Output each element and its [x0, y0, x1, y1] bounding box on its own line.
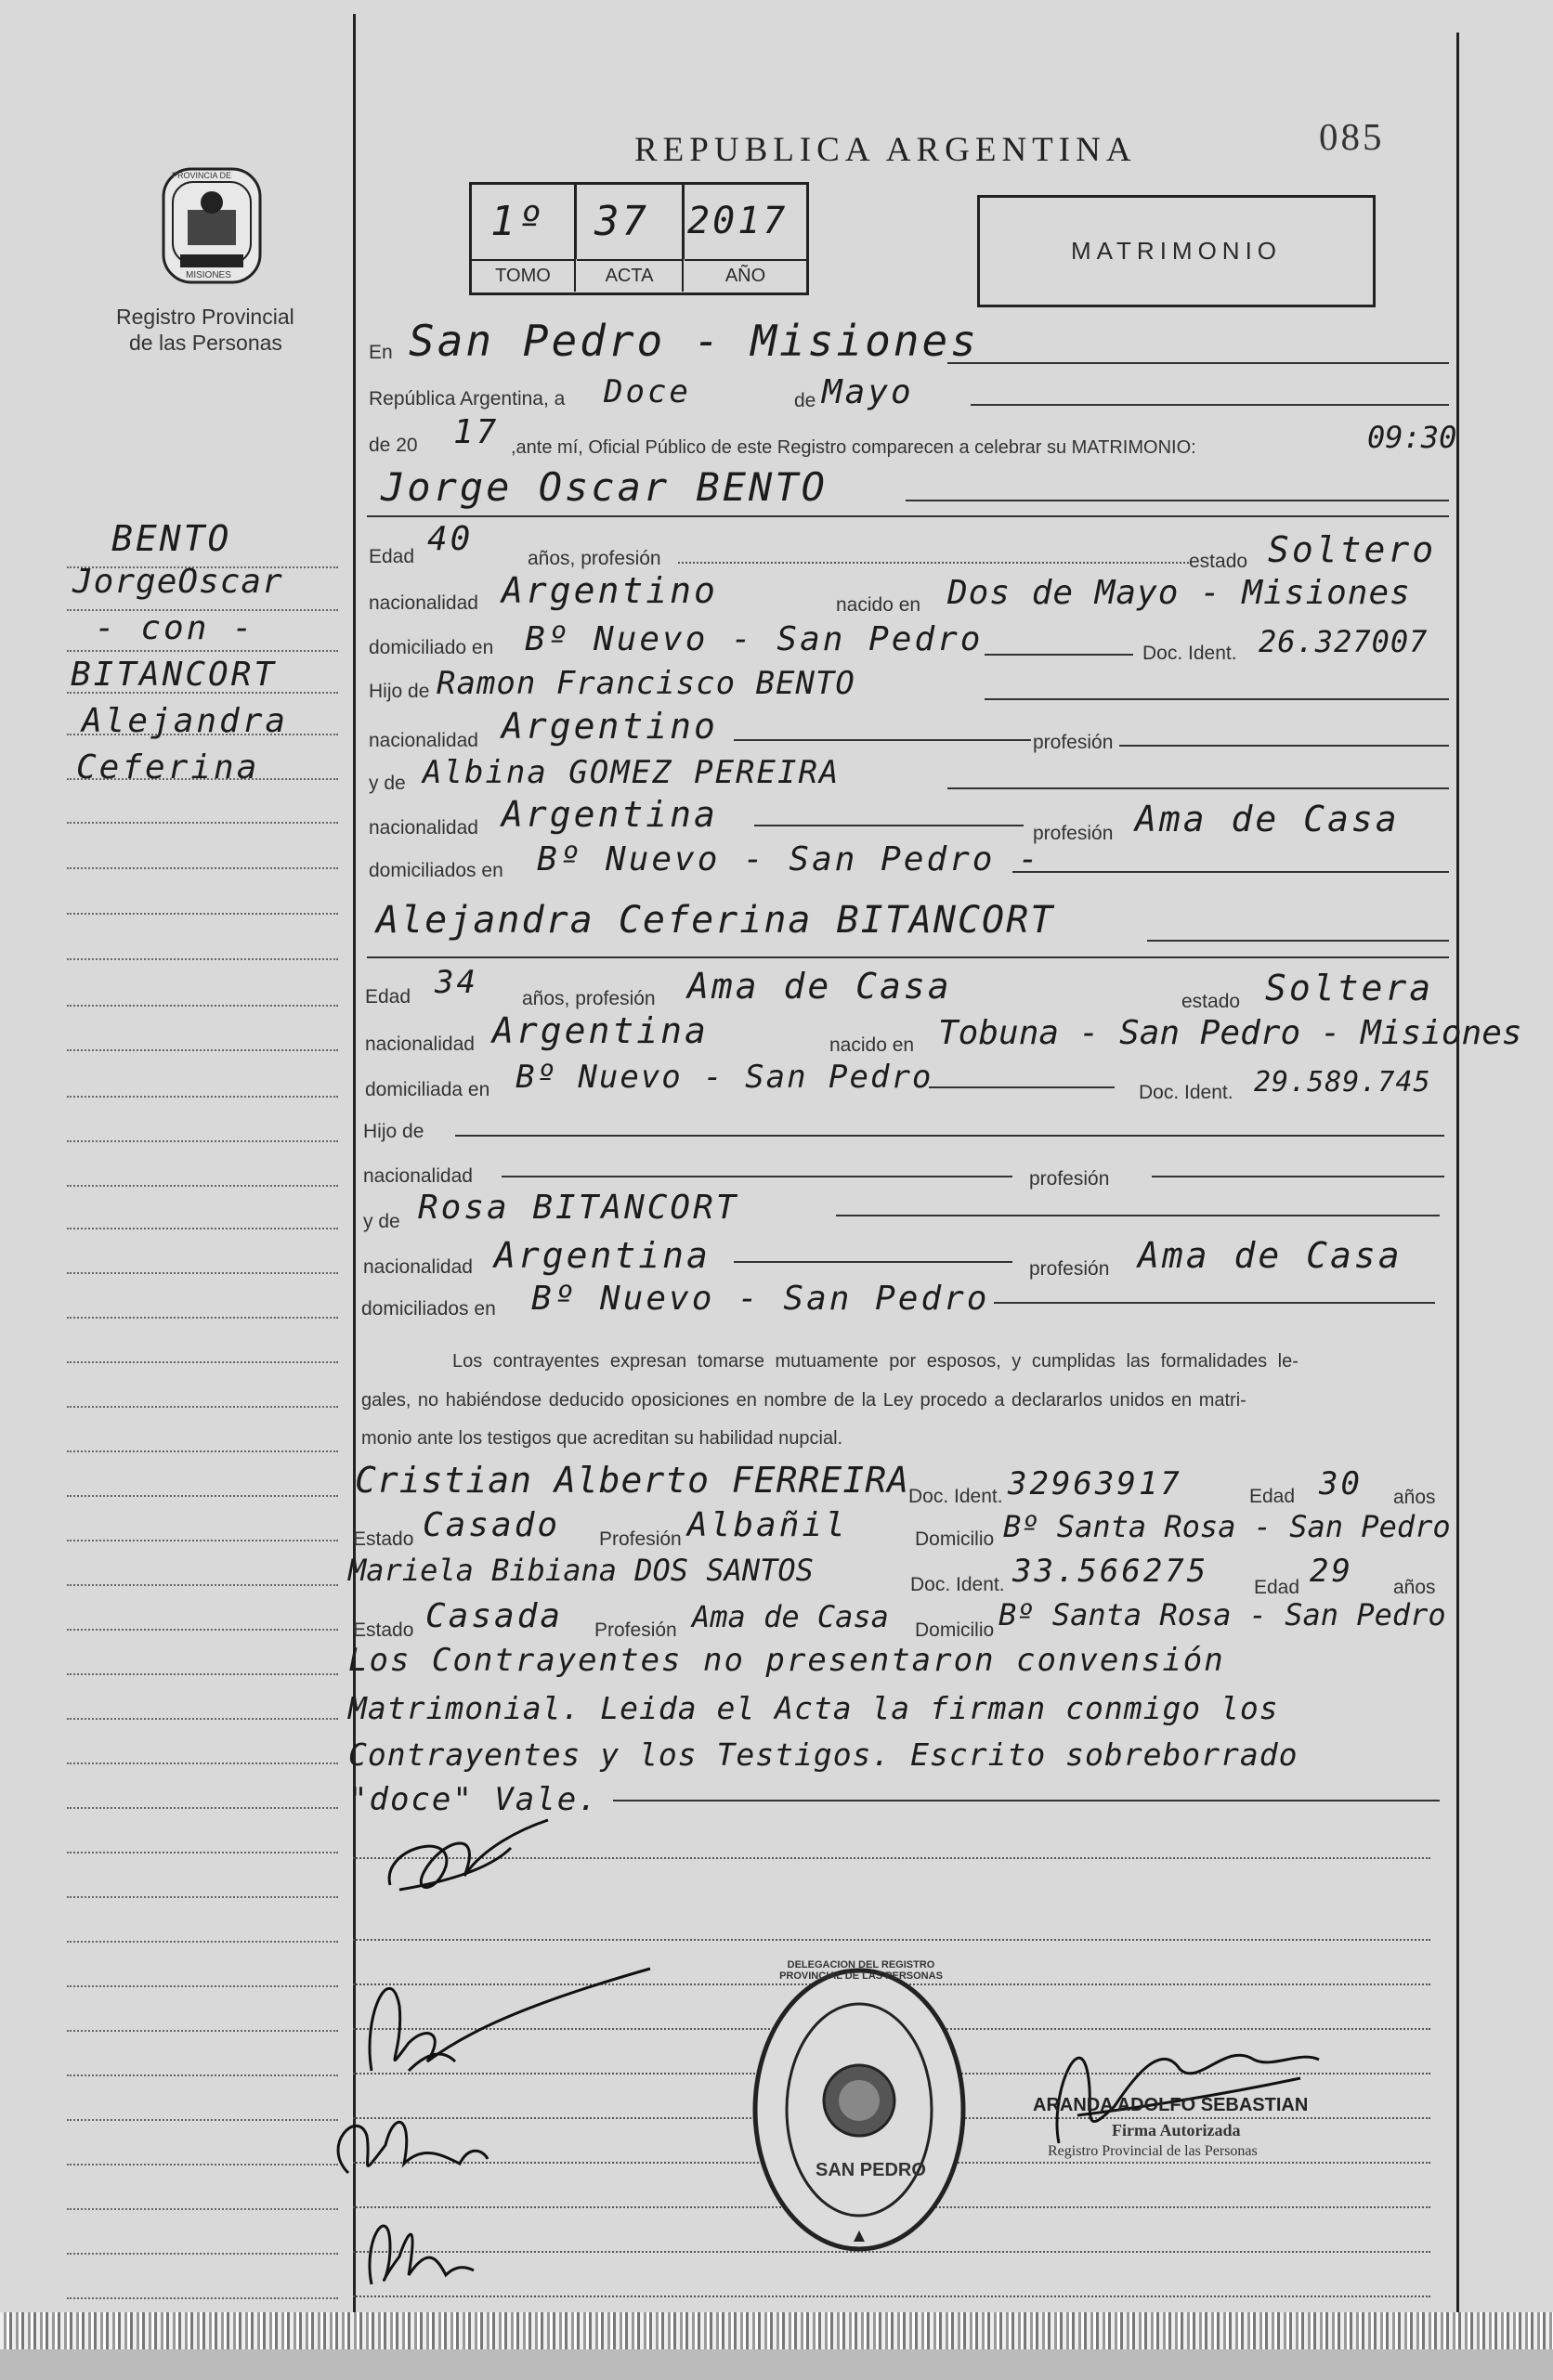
witness2-profession: Ama de Casa [692, 1599, 889, 1634]
bride-profession: Ama de Casa [687, 966, 952, 1007]
witness2-age: 29 [1310, 1553, 1353, 1590]
witness1-domicile: Bº Santa Rosa - San Pedro [1003, 1509, 1451, 1544]
bride-mother-nationality: Argentina [494, 1235, 711, 1276]
witness1-estado: Casado [423, 1506, 561, 1544]
groom-dom-label: domiciliado en [369, 637, 494, 658]
witness1-anos-label: años [1393, 1487, 1436, 1508]
notes-line4: "doce" Vale. [348, 1781, 599, 1818]
groom-father-nationality: Argentino [502, 706, 718, 747]
witness1-name: Cristian Alberto FERREIRA [355, 1460, 909, 1501]
acta-value: 37 [594, 198, 649, 245]
de-label: de [794, 390, 816, 411]
ano-label: AÑO [685, 259, 806, 292]
notes-line1: Los Contrayentes no presentaron convensión [348, 1642, 1225, 1679]
margin-note-line5: Alejandra [82, 702, 289, 740]
act-type-box: MATRIMONIO [977, 195, 1376, 307]
witness2-edad-label: Edad [1254, 1577, 1300, 1598]
witness1-estado-label: Estado [353, 1528, 414, 1550]
witness1-profession: Albañil [687, 1506, 848, 1544]
groom-domicile: Bº Nuevo - San Pedro [525, 620, 984, 658]
bride-anos-label: años, profesión [522, 988, 656, 1009]
bride-father-prof-label: profesión [1029, 1168, 1110, 1190]
margin-note-line3: - con - [95, 609, 255, 647]
groom-edad-label: Edad [369, 546, 415, 567]
witness2-dom-label: Domicilio [915, 1619, 995, 1641]
bride-hijo-label: Hijo de [363, 1121, 424, 1142]
bride-nat-label: nacionalidad [365, 1034, 475, 1055]
ante-label: ,ante mí, Oficial Público de este Registro comparecen a celebrar su MATRIMONIO: [511, 437, 1196, 458]
witness1-dom-label: Domicilio [915, 1528, 995, 1550]
margin-note-line1: BENTO [111, 518, 232, 559]
official-name: ARANDA ADOLFO SEBASTIAN [1033, 2095, 1309, 2115]
margin-note-line2: JorgeOscar [72, 563, 283, 601]
groom-father: Ramon Francisco BENTO [437, 665, 855, 702]
seal-text-bottom: MISIONES [186, 270, 231, 280]
groom-parents-dom-label: domiciliados en [369, 860, 503, 881]
witness2-domicile: Bº Santa Rosa - San Pedro [998, 1597, 1446, 1632]
witness2-signature-icon [353, 2182, 483, 2303]
witness2-estado-label: Estado [353, 1619, 414, 1641]
bride-age: 34 [435, 964, 478, 1001]
groom-mother-nat-label: nacionalidad [369, 817, 478, 839]
bride-mother-profession: Ama de Casa [1138, 1235, 1403, 1276]
en-label: En [369, 342, 393, 363]
ceremony-time: 09:30 [1367, 420, 1457, 455]
bride-mother: Rosa BITANCORT [418, 1189, 739, 1227]
witness1-doc: 32963917 [1008, 1465, 1182, 1502]
groom-mother-nationality: Argentina [502, 794, 718, 835]
witness2-doc: 33.566275 [1012, 1553, 1209, 1590]
bride-dom-label: domiciliada en [365, 1079, 490, 1100]
notes-line3: Contrayentes y los Testigos. Escrito sobreborrado [348, 1736, 1299, 1773]
groom-yde-label: y de [369, 773, 406, 794]
bride-doc: 29.589.745 [1254, 1066, 1431, 1099]
groom-birthplace: Dos de Mayo - Misiones [947, 574, 1411, 612]
country-title: REPUBLICA ARGENTINA [634, 131, 1137, 169]
margin-note-line6: Ceferina [76, 748, 260, 787]
acta-label: ACTA [577, 259, 684, 292]
bride-estado-label: estado [1181, 991, 1241, 1012]
groom-father-prof-label: profesión [1033, 732, 1114, 753]
groom-nationality: Argentino [502, 570, 718, 611]
tomo-acta-ano-box [469, 182, 809, 295]
witness1-edad-label: Edad [1249, 1486, 1296, 1507]
bride-doc-label: Doc. Ident. [1139, 1082, 1233, 1103]
witness1-prof-label: Profesión [599, 1528, 682, 1550]
margin-note-line4: BITANCORT [71, 656, 278, 694]
declaration-line1: Los contrayentes expresan tomarse mutuamente por esposos, y cumplidas las formalidades le- [452, 1351, 1299, 1372]
bride-parents-dom-label: domiciliados en [361, 1298, 496, 1320]
bride-yde-label: y de [363, 1211, 400, 1232]
seal-text-top: PROVINCIA DE [172, 171, 232, 180]
republica-label: República Argentina, a [369, 388, 566, 410]
groom-mother-prof-label: profesión [1033, 823, 1114, 844]
stamp-center-text: SAN PEDRO [816, 2160, 926, 2180]
bride-parents-domicile: Bº Nuevo - San Pedro [531, 1280, 990, 1318]
official-registry: Registro Provincial de las Personas [1048, 2143, 1258, 2159]
groom-mother: Albina GOMEZ PEREIRA [423, 754, 841, 791]
registry-stamp-icon [748, 1961, 971, 2258]
bride-nationality: Argentina [492, 1010, 709, 1051]
groom-anos-label: años, profesión [528, 548, 661, 569]
page-number: 085 [1319, 115, 1385, 158]
bride-name: Alejandra Ceferina BITANCORT [376, 899, 1055, 942]
groom-nacido-label: nacido en [836, 594, 921, 616]
tomo-label: TOMO [472, 259, 576, 292]
province-seal-icon [156, 165, 268, 286]
witness2-estado: Casada [425, 1597, 564, 1635]
ceremony-year: 17 [453, 413, 500, 451]
bride-edad-label: Edad [365, 986, 411, 1008]
groom-nat-label: nacionalidad [369, 592, 478, 614]
tomo-value: 1º [490, 198, 545, 245]
bride-mother-prof-label: profesión [1029, 1258, 1110, 1280]
groom-hijo-label: Hijo de [369, 681, 430, 702]
groom-doc-label: Doc. Ident. [1142, 643, 1237, 664]
witness2-prof-label: Profesión [594, 1619, 677, 1641]
notes-line2: Matrimonial. Leida el Acta la firman conmigo los [348, 1690, 1279, 1726]
de20-label: de 20 [369, 435, 418, 456]
witness1-age: 30 [1319, 1465, 1363, 1502]
bride-birthplace: Tobuna - San Pedro - Misiones [938, 1014, 1522, 1052]
right-rule [1456, 33, 1459, 2326]
bride-mother-nat-label: nacionalidad [363, 1256, 473, 1278]
ceremony-month: Mayo [822, 373, 914, 411]
stamp-ring-text: DELEGACION DEL REGISTRO PROVINCIAL DE LAS PERSONAS [779, 1959, 943, 1982]
ceremony-place: San Pedro - Misiones [409, 316, 979, 366]
witness1-signature-icon [320, 2089, 497, 2191]
bride-estado: Soltera [1265, 968, 1434, 1008]
witness2-doc-label: Doc. Ident. [910, 1574, 1005, 1595]
groom-mother-profession: Ama de Casa [1135, 799, 1400, 839]
registry-name-line1: Registro Provincial [116, 305, 294, 329]
scan-bottom-border [0, 2349, 1553, 2380]
official-title: Firma Autorizada [1112, 2121, 1241, 2139]
bride-father-nat-label: nacionalidad [363, 1165, 473, 1187]
registry-name-line2: de las Personas [129, 331, 282, 355]
bride-nacido-label: nacido en [829, 1034, 915, 1056]
declaration-line3: monio ante los testigos que acreditan su habilidad nupcial. [361, 1428, 843, 1449]
ano-value: 2017 [687, 200, 789, 242]
witness1-doc-label: Doc. Ident. [908, 1486, 1003, 1507]
groom-doc: 26.327007 [1259, 624, 1429, 659]
groom-estado: Soltero [1268, 529, 1437, 570]
groom-name: Jorge Oscar BENTO [381, 464, 828, 510]
bride-domicile: Bº Nuevo - San Pedro [515, 1059, 933, 1096]
declaration-line2: gales, no habiéndose deducido oposiciones en nombre de la Ley procedo a declararlos unidos en matri- [361, 1390, 1246, 1411]
groom-age: 40 [427, 520, 474, 558]
ceremony-day: Doce [604, 373, 691, 410]
groom-father-nat-label: nacionalidad [369, 730, 478, 751]
scan-edge-strip [0, 2312, 1553, 2349]
groom-signature-icon [372, 1811, 576, 1913]
groom-estado-label: estado [1189, 551, 1248, 572]
witness2-name: Mariela Bibiana DOS SANTOS [348, 1553, 814, 1588]
bride-signature-icon [353, 1950, 659, 2089]
groom-parents-domicile: Bº Nuevo - San Pedro - [537, 840, 1041, 878]
witness2-anos-label: años [1393, 1577, 1436, 1598]
